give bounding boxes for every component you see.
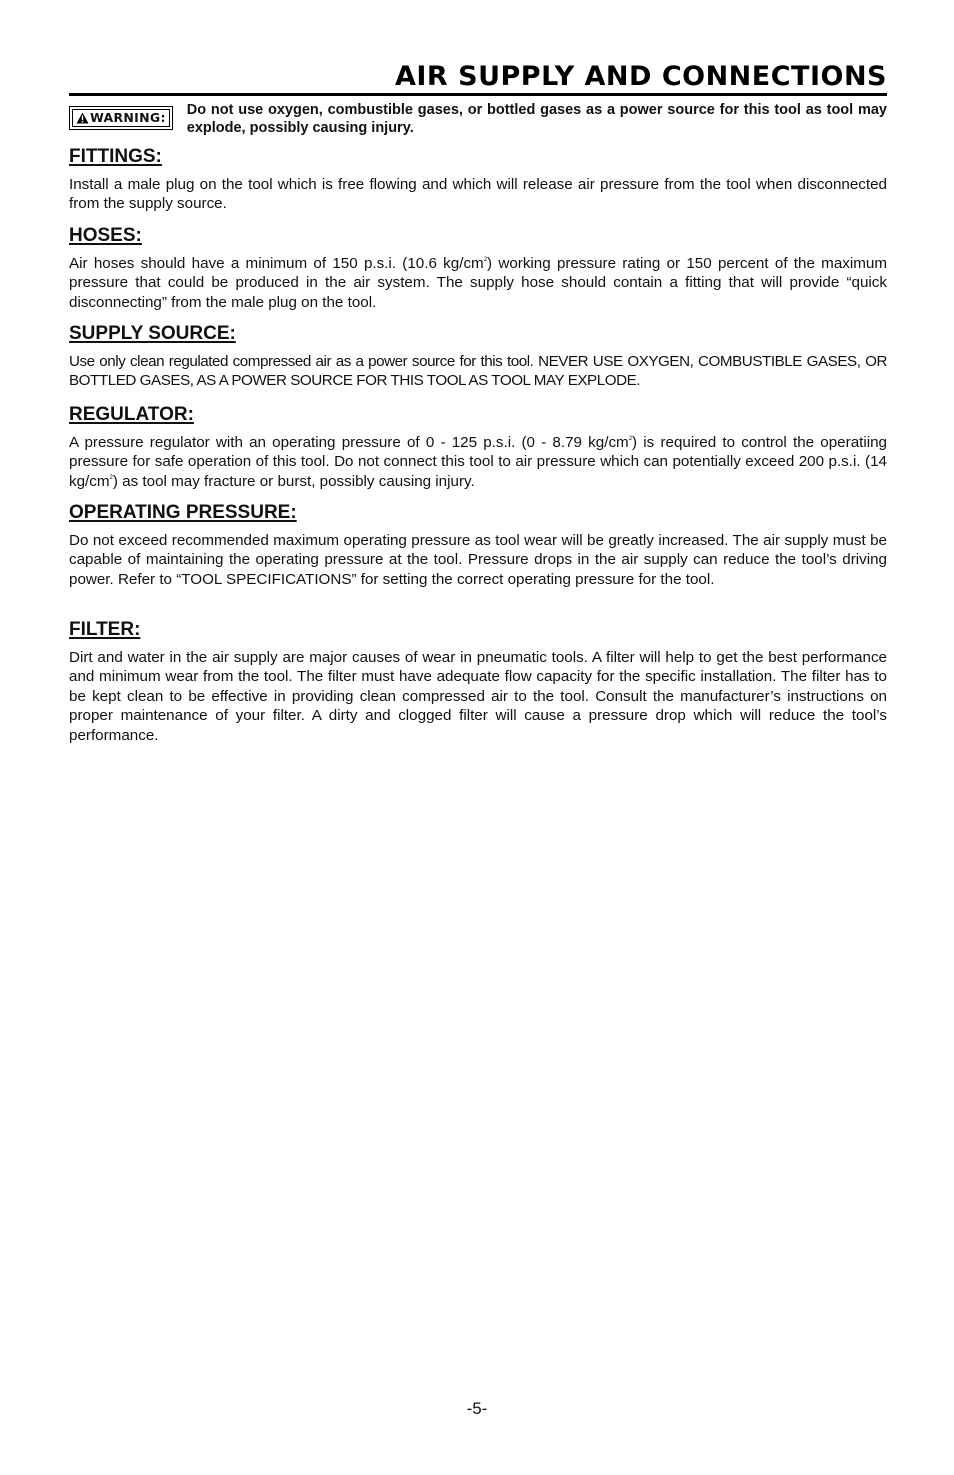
section-heading: HOSES: [69,225,142,246]
section-heading: OPERATING PRESSURE: [69,502,297,523]
section-regulator [69,404,887,491]
warning-text: Do not use oxygen, combustible gases, or bottled gases as a power source for this tool as tool may explode, possibly causing injury. [186,102,887,136]
warning-block [69,102,887,137]
section-heading: SUPPLY SOURCE: [69,323,236,344]
page-number: -5- [466,1399,488,1418]
section-operating-pressure [69,502,887,589]
warning-triangle-icon [76,112,89,124]
warning-badge-label: WARNING: [90,110,166,125]
section-fittings [69,146,887,214]
section-body: Dirt and water in the air supply are major causes of wear in pneumatic tools. A filter will help to get the best performance and minimum wear from the tool. The filter must have adequate flow capacity for the specific installation. The filter has to be kept clean to be effective in providing clean compressed air to the tool. Consult the manufacturer’s instructions on proper maintenance of your filter. A dirty and clogged filter will cause a pressure drop which will reduce the tool’s performance. [69,649,887,744]
section-heading: REGULATOR: [69,404,194,425]
section-body: Air hoses should have a minimum of 150 p.s.i. (10.6 $kg/cm^2$) working pressure rating or 150 percent of the maximum pressure that could be produced in the air system. The supply hose should contain a fitting that will provide “quick disconnecting” from the male plug on the tool. [69,255,887,311]
section-heading: FILTER: [69,619,141,640]
page-title: AIR SUPPLY AND CONNECTIONS [394,61,887,92]
section-body: A pressure regulator with an operating pressure of 0 - 125 p.s.i. (0 - 8.79 $kg/cm^2$) is required to control the operatiing pressure for safe operation of this tool. Do not connect this tool to air pressure which can potentially exceed 200 p.s.i. (14 $kg/cm^2$) as tool may fracture or burst, possibly causing injury. [69,434,887,490]
warning-badge [69,106,173,130]
section-body: Use only clean regulated compressed air as a power source for this tool. NEVER USE OXYGEN, COMBUSTIBLE GASES, OR BOTTLED GASES, AS A POWER SOURCE FOR THIS TOOL AS TOOL MAY EXPLODE. [69,353,887,390]
section-hoses [69,225,887,312]
section-heading: FITTINGS: [69,146,162,167]
section-body: Do not exceed recommended maximum operating pressure as tool wear will be greatly increased. The air supply must be capable of maintaining the operating pressure at the tool. Pressure drops in the air supply can reduce the tool’s driving power. Refer to “TOOL SPECIFICATIONS” for setting the correct operating pressure for the tool. [69,532,887,588]
section-supply-source [69,323,887,391]
title-rule [69,93,887,96]
section-filter [69,619,887,745]
section-body: Install a male plug on the tool which is free flowing and which will release air pressure from the tool when disconnected from the supply source. [69,176,887,213]
